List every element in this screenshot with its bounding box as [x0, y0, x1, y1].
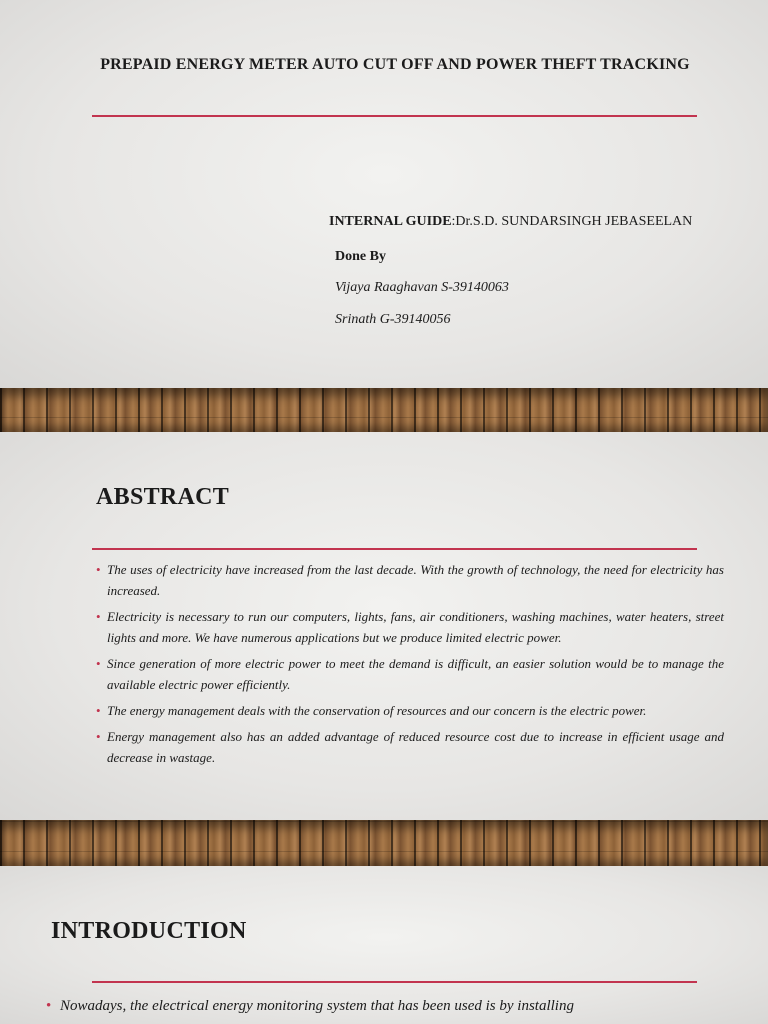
abstract-bullet: • Since generation of more electric power to meet the demand is difficult, an easier solution would be to manage the available electric power efficiently. [96, 653, 724, 695]
introduction-heading: INTRODUCTION [51, 918, 247, 944]
slide-introduction [0, 866, 768, 1024]
abstract-heading: ABSTRACT [96, 484, 230, 510]
abstract-divider [92, 548, 697, 550]
wood-floor-divider [0, 388, 768, 432]
team-member: Vijaya Raaghavan S-39140063 [335, 280, 509, 295]
presentation-title: PREPAID ENERGY METER AUTO CUT OFF AND POWER THEFT TRACKING [100, 56, 690, 73]
internal-guide [329, 214, 692, 230]
abstract-bullet: • The energy management deals with the conservation of resources and our concern is the electric power. [96, 700, 724, 721]
slide-title [0, 0, 768, 388]
internal-guide-label: INTERNAL GUIDE [329, 214, 452, 229]
internal-guide-value: :Dr.S.D. SUNDARSINGH JEBASEELAN [451, 214, 693, 229]
abstract-bullet-list [96, 559, 724, 773]
wood-floor-divider [0, 820, 768, 866]
abstract-bullet: • The uses of electricity have increased from the last decade. With the growth of technology, the need for electricity has increased. [96, 559, 724, 601]
abstract-bullet: • Energy management also has an added advantage of reduced resource cost due to increase in efficient usage and decrease in wastage. [96, 726, 724, 768]
slide-abstract [0, 432, 768, 820]
team-member: Srinath G-39140056 [335, 312, 451, 327]
title-divider [92, 115, 697, 117]
done-by-label: Done By [335, 249, 386, 264]
introduction-bullet-list [46, 994, 696, 1023]
abstract-bullet: • Electricity is necessary to run our computers, lights, fans, air conditioners, washing machines, water heaters, street lights and more. We have numerous applications but we produce limited electric power. [96, 606, 724, 648]
introduction-divider [92, 981, 697, 983]
introduction-bullet: • Nowadays, the electrical energy monitoring system that has been used is by installing [46, 994, 696, 1018]
